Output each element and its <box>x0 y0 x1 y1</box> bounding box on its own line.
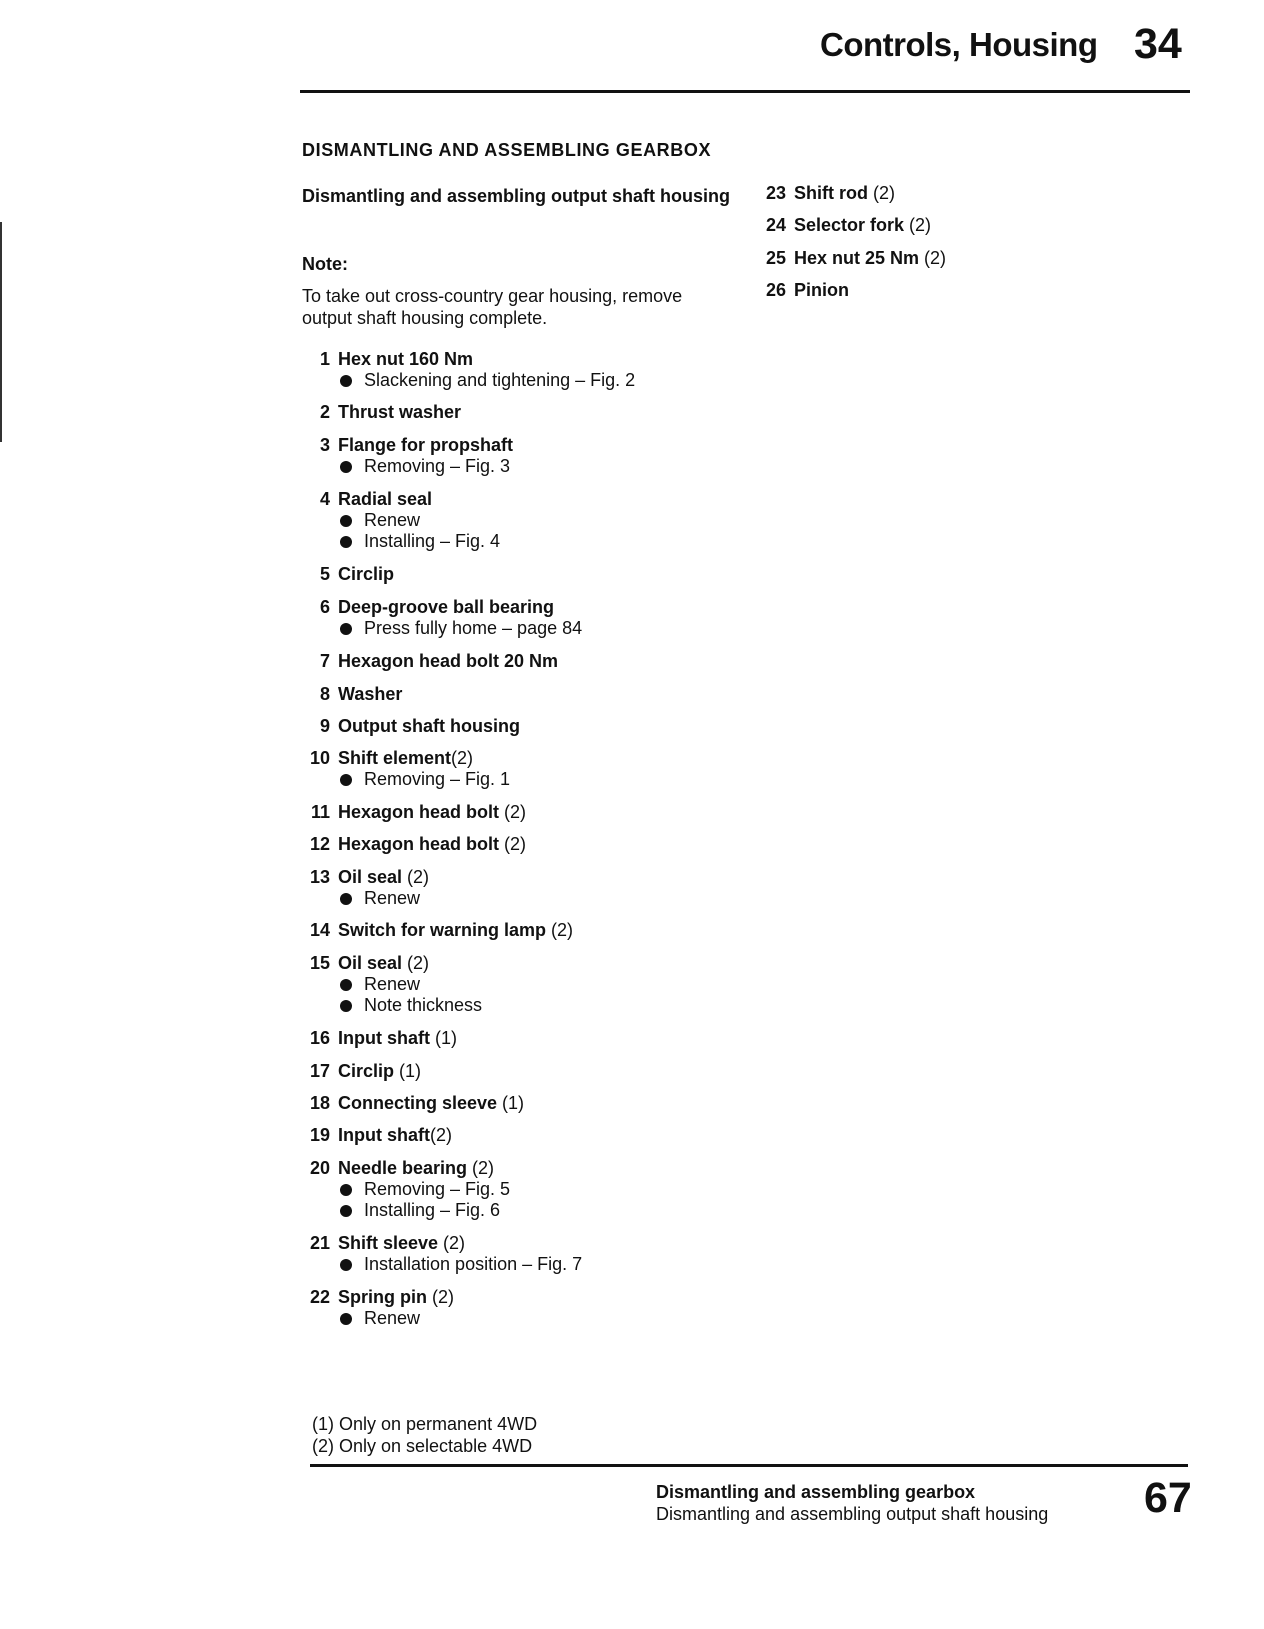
bullet-sub-item: Slackening and tightening – Fig. 2 <box>338 370 635 391</box>
item-number: 7 <box>319 651 330 671</box>
header-rule <box>300 90 1190 93</box>
item-name: Flange for propshaft <box>338 435 513 455</box>
item-name: Shift rod <box>794 183 868 203</box>
item-name: Spring pin <box>338 1287 427 1307</box>
footer-title: Dismantling and assembling gearbox <box>656 1482 976 1502</box>
item-name: Circlip <box>338 1061 395 1081</box>
item-name: Radial seal <box>338 489 433 509</box>
item-number: 5 <box>319 564 330 584</box>
header-group-number: 34 <box>1134 20 1182 68</box>
footer-subtitle: Dismantling and assembling output shaft housing <box>656 1504 1049 1524</box>
item-number: 24 <box>765 215 786 235</box>
item-name: Hexagon head bolt 20 Nm <box>338 651 559 671</box>
item-name: Connecting sleeve <box>338 1093 498 1113</box>
item-name: Washer <box>338 684 403 704</box>
item-number: 25 <box>765 248 786 268</box>
bullet-sub-item: Renew <box>338 888 429 909</box>
item-number: 26 <box>765 280 786 300</box>
item-number: 21 <box>309 1233 330 1253</box>
page-number: 67 <box>1144 1474 1192 1522</box>
item-number: 12 <box>309 834 330 854</box>
item-number: 22 <box>309 1287 330 1307</box>
item-number: 14 <box>309 920 330 940</box>
subtitle: Dismantling and assembling output shaft housing <box>302 186 731 206</box>
item-name: Selector fork <box>794 215 905 235</box>
item-name: Oil seal <box>338 867 403 887</box>
item-number: 13 <box>309 867 330 887</box>
item-name: Hex nut 160 Nm <box>338 349 474 369</box>
section-title: DISMANTLING AND ASSEMBLING GEARBOX <box>302 140 712 160</box>
item-number: 18 <box>309 1093 330 1113</box>
item-number: 16 <box>309 1028 330 1048</box>
item-number: 15 <box>309 953 330 973</box>
item-number: 4 <box>319 489 330 509</box>
bullet-sub-item: Removing – Fig. 1 <box>338 769 510 790</box>
header-title: Controls, Housing <box>820 26 1098 63</box>
item-name: Circlip <box>338 564 395 584</box>
bullet-sub-item: Renew <box>338 1308 454 1329</box>
item-name: Hex nut 25 Nm <box>794 248 920 268</box>
footnote-2: (2) Only on selectable 4WD <box>312 1436 533 1456</box>
item-name: Input shaft <box>338 1028 430 1048</box>
note-text: To take out cross-country gear housing, remove output shaft housing complete. <box>302 286 683 328</box>
bullet-sub-item: Installation position – Fig. 7 <box>338 1254 582 1275</box>
footnote-1: (1) Only on permanent 4WD <box>312 1414 538 1434</box>
item-name: Hexagon head bolt <box>338 834 500 854</box>
item-number: 6 <box>319 597 330 617</box>
bullet-sub-item: Removing – Fig. 3 <box>338 456 513 477</box>
item-number: 11 <box>310 802 330 822</box>
bullet-sub-item: Removing – Fig. 5 <box>338 1179 510 1200</box>
note-label: Note: <box>302 254 348 274</box>
item-name: Oil seal <box>338 953 403 973</box>
item-number: 8 <box>319 684 330 704</box>
bullet-sub-item: Renew <box>338 510 500 531</box>
item-name: Thrust washer <box>338 402 462 422</box>
bullet-sub-item: Installing – Fig. 6 <box>338 1200 510 1221</box>
item-number: 9 <box>319 716 330 736</box>
footnotes <box>312 1413 537 1457</box>
item-name: Input shaft <box>338 1125 430 1145</box>
item-number: 1 <box>319 349 330 369</box>
footer-rule <box>310 1464 1188 1467</box>
bullet-sub-item: Press fully home – page 84 <box>338 618 582 639</box>
bullet-sub-item: Note thickness <box>338 995 482 1016</box>
item-number: 17 <box>309 1061 330 1081</box>
item-number: 23 <box>765 183 786 203</box>
item-name: Needle bearing <box>338 1158 468 1178</box>
item-name: Output shaft housing <box>338 716 520 736</box>
scan-margin-line <box>0 222 2 442</box>
item-name: Shift element <box>338 748 452 768</box>
bullet-sub-item: Installing – Fig. 4 <box>338 531 500 552</box>
item-name: Shift sleeve <box>338 1233 439 1253</box>
item-name: Pinion <box>794 280 849 300</box>
item-name: Hexagon head bolt <box>338 802 500 822</box>
bullet-sub-item: Renew <box>338 974 482 995</box>
item-number: 19 <box>309 1125 330 1145</box>
item-number: 3 <box>319 435 330 455</box>
item-number: 20 <box>309 1158 330 1178</box>
item-name: Deep-groove ball bearing <box>338 597 555 617</box>
item-name: Switch for warning lamp <box>338 920 547 940</box>
item-number: 10 <box>309 748 330 768</box>
item-number: 2 <box>319 402 330 422</box>
